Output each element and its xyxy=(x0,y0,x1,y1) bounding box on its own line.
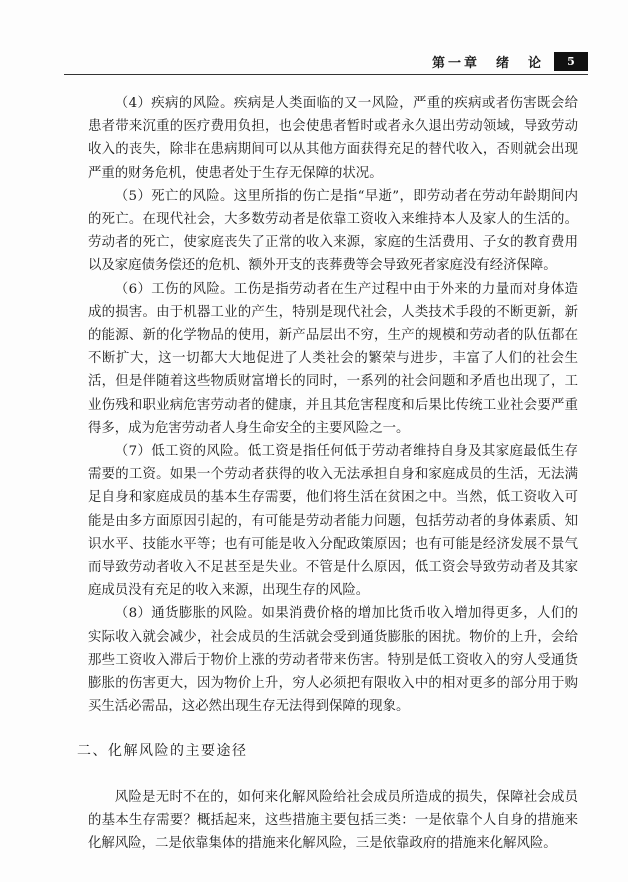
running-header xyxy=(432,52,588,71)
page-body xyxy=(77,92,578,855)
header-rule xyxy=(64,74,588,75)
paragraph-death-risk: （5）死亡的风险。这里所指的伤亡是指“早逝”，即劳动者在劳动年龄期间内的死亡。在现代社会，大多数劳动者是依靠工资收入来维持本人及家人的生活的。劳动者的死亡，使家庭丧失了正常的收入来源，家庭的生活费用、子女的教育费用以及家庭债务偿还的危机、额外开支的丧葬费等会导致死者家庭没有经济保障。 xyxy=(88,188,578,274)
page-number: 5 xyxy=(554,52,588,71)
paragraph-risk-mitigation: 风险是无时不在的，如何来化解风险给社会成员所造成的损失，保障社会成员的基本生存需要？概括起来，这些措施主要包括三类：一是依靠个人自身的措施来化解风险，二是依靠集体的措施来化解风险，三是依靠政府的措施来化解风险。 xyxy=(88,789,578,852)
paragraph-disease-risk: （4）疾病的风险。疾病是人类面临的又一风险，严重的疾病或者伤害既会给患者带来沉重的医疗费用负担，也会使患者暂时或者永久退出劳动领域，导致劳动收入的丧失，除非在患病期间可以从其他方面获得充足的替代收入，否则就会出现严重的财务危机，使患者处于生存无保障的状况。 xyxy=(88,96,578,181)
chapter-title: 第一章 绪 论 xyxy=(431,56,544,71)
paragraph-low-wage-risk: （7）低工资的风险。低工资是指任何低于劳动者维持自身及其家庭最低生存需要的工资。如果一个劳动者获得的收入无法承担自身和家庭成员的生活，无法满足自身和家庭成员的基本生存需要，他们将生活在贫困之中。当然，低工资收入可能是由多方面原因引起的，有可能是劳动者能力问题，包括劳动者的身体素质、知识水平、技能水平等；也有可能是收入分配政策原因；也有可能是经济发展不景气而导致劳动者收入不足甚至是失业。不管是什么原因，低工资会导致劳动者及其家庭成员没有充足的收入来源，出现生存的风险。 xyxy=(88,444,578,599)
section-heading: 二、化解风险的主要途径 xyxy=(77,743,248,760)
paragraph-inflation-risk: （8）通货膨胀的风险。如果消费价格的增加比货币收入增加得更多，人们的实际收入就会减少，社会成员的生活就会受到通货膨胀的困扰。物价的上升，会给那些工资收入滞后于物价上涨的劳动者带来伤害。特别是低工资收入的穷人受通货膨胀的伤害更大，因为物价上升，穷人必须把有限收入中的相对更多的部分用于购买生活必需品，这必然出现生存无法得到保障的现象。 xyxy=(88,606,578,715)
paragraph-work-injury-risk: （6）工伤的风险。工伤是指劳动者在生产过程中由于外来的力量而对身体造成的损害。由于机器工业的产生，特别是现代社会，人类技术手段的不断更新，新的能源、新的化学物品的使用，新产品层出不穷，生产的规模和劳动者的队伍都在不断扩大，这一切都大大地促进了人类社会的繁荣与进步，丰富了人们的社会生活，但是伴随着这些物质财富增长的同时，一系列的社会问题和矛盾也出现了，工业伤残和职业病危害劳动者的健康，并且其危害程度和后果比传统工业社会要严重得多，成为危害劳动者人身生命安全的主要风险之一。 xyxy=(88,281,578,436)
